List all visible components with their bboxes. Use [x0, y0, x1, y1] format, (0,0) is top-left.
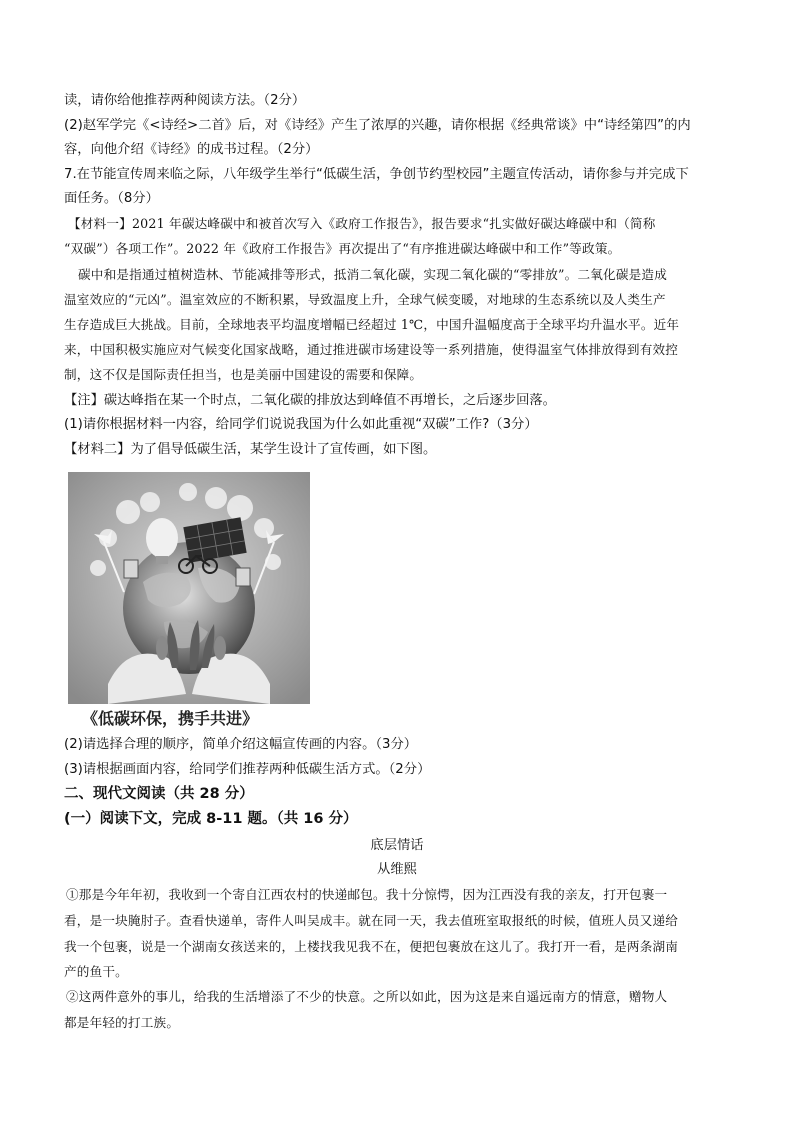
- article-paragraph-line: ①那是今年年初，我收到一个寄自江西农村的快递邮包。我十分惊愕，因为江西没有我的亲友，打开包裹一: [66, 887, 668, 902]
- material-1-line: 生存造成巨大挑战。目前，全球地表平均温度增幅已经超过 1℃，中国升温幅度高于全球平均升温水平。近年: [64, 317, 680, 332]
- note-text: 【注】碳达峰指在某一个时点，二氧化碳的排放达到峰值不再增长，之后逐步回落。: [64, 393, 556, 408]
- question-7: 7.在节能宣传周来临之际，八年级学生举行“低碳生活，争创节约型校园”主题宣传活动，请你参与并完成下: [64, 167, 689, 182]
- article-title: 底层情话: [370, 838, 424, 853]
- material-1-line: “双碳”）各项工作”。2022 年《政府工作报告》再次提出了“有序推进碳达峰碳中和工作”等政策。: [64, 241, 621, 256]
- subsection-heading: (一）阅读下文，完成 8-11 题。（共 16 分）: [64, 811, 358, 827]
- question-6-2: (2)赵军学完《<诗经>二首》后，对《诗经》产生了浓厚的兴趣，请你根据《经典常谈》中“诗经第四”的内: [64, 118, 691, 133]
- material-2-intro: 【材料二】为了倡导低碳生活，某学生设计了宣传画，如下图。: [64, 442, 437, 457]
- material-1-line: 制，这不仅是国际责任担当，也是美丽中国建设的需要和保障。: [64, 367, 423, 382]
- question-7-3: (3)请根据画面内容，给同学们推荐两种低碳生活方式。（2分）: [64, 762, 431, 777]
- material-1-line: 【材料一】2021 年碳达峰碳中和被首次写入《政府工作报告》，报告要求“扎实做好碳达峰碳中和（简称: [68, 216, 656, 231]
- article-author: 从维熙: [377, 862, 417, 877]
- article-paragraph-line: ②这两件意外的事儿，给我的生活增添了不少的快意。之所以如此，因为这是来自遥远南方的情意，赠物人: [66, 989, 668, 1004]
- question-7-1: (1)请你根据材料一内容，给同学们说说我国为什么如此重视“双碳”工作?（3分）: [64, 417, 538, 432]
- text-line: 容，向他介绍《诗经》的成书过程。（2分）: [64, 142, 319, 157]
- article-paragraph-line: 看，是一块腌肘子。查看快递单，寄件人叫吴成丰。就在同一天，我去值班室取报纸的时候，值班人员又递给: [64, 913, 679, 928]
- material-1-line: 来，中国积极实施应对气候变化国家战略，通过推进碳市场建设等一系列措施，使得温室气体排放得到有效控: [64, 342, 679, 357]
- article-paragraph-line: 都是年轻的打工族。: [64, 1015, 180, 1030]
- article-paragraph-line: 产的鱼干。: [64, 964, 128, 979]
- question-7-2: (2)请选择合理的顺序，简单介绍这幅宣传画的内容。（3分）: [64, 737, 418, 752]
- low-carbon-poster-image: [68, 472, 310, 704]
- text-line: 读，请你给他推荐两种阅读方法。（2分）: [64, 93, 306, 108]
- poster-caption: 《低碳环保，携手共进》: [82, 709, 259, 728]
- article-paragraph-line: 我一个包裹，说是一个湖南女孩送来的，上楼找我见我不在，便把包裹放在这儿了。我打开一看，是两条湖南: [64, 939, 679, 954]
- material-1-line: 温室效应的“元凶”。温室效应的不断积累，导致温度上升，全球气候变暖，对地球的生态系统以及人类生产: [64, 292, 666, 307]
- material-1-line: 碳中和是指通过植树造林、节能减排等形式，抵消二氧化碳，实现二氧化碳的“零排放”。二氧化碳是造成: [78, 267, 667, 282]
- text-line: 面任务。（8分）: [64, 191, 159, 206]
- section-heading: 二、现代文阅读（共 28 分）: [64, 786, 254, 802]
